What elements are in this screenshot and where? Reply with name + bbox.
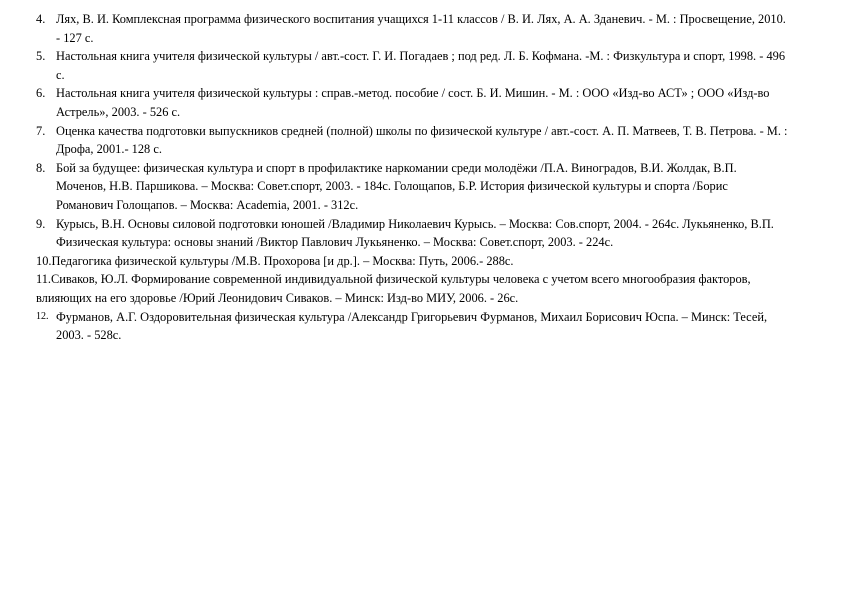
reference-number: 6.: [36, 86, 46, 101]
reference-item: [36, 10, 788, 47]
reference-text: Курысь, В.Н. Основы силовой подготовки юношей /Владимир Николаевич Курысь. – Москва: Сов.спорт, 2004. - 264с. Лукьяненко, В.П. Физическая культура: основы знаний /Виктор Павлович Лукьяненко. – Москва: Совет.спорт, 2003. - 224с.: [56, 216, 774, 250]
reference-item: [36, 84, 788, 121]
reference-item: [36, 47, 788, 84]
reference-list: [36, 10, 788, 345]
reference-number: 9.: [36, 216, 46, 231]
reference-number: 11.: [36, 272, 52, 287]
reference-item: [36, 122, 788, 159]
reference-text: Настольная книга учителя физической культуры / авт.-сост. Г. И. Погадаев ; под ред. Л. Б. Кофмана. -М. : Физкультура и спорт, 1998. - 496 с.: [56, 49, 786, 82]
reference-text: Сиваков, Ю.Л. Формирование современной индивидуальной физической культуры человека с учетом всего многообразия факторов, влияющих на его здоровье /Юрий Леонидович Сиваков. – Минск: Изд-во МИУ, 2006. - 26с.: [36, 272, 751, 305]
reference-item: [36, 252, 788, 271]
reference-number: 7.: [36, 123, 46, 138]
reference-item: [36, 270, 788, 307]
reference-item: [36, 308, 788, 345]
reference-number: 8.: [36, 160, 46, 175]
reference-text: Педагогика физической культуры /М.В. Прохорова [и др.]. – Москва: Путь, 2006.- 288с.: [51, 253, 514, 268]
reference-number: 4.: [36, 12, 46, 26]
reference-number: 10.: [36, 253, 52, 268]
reference-text: Бой за будущее: физическая культура и спорт в профилактике наркомании среди молодёжи /П.А. Виноградов, В.И. Жолдак, В.П. Моченов, Н.В. Паршикова. – Москва: Совет.спорт, 2003. - 184с. Голощапов, Б.Р. История физической культуры и спорта /Борис Романович Голощапов. – Москва: Academia, 2001. - 312с.: [56, 160, 737, 212]
reference-number: 12.: [36, 310, 49, 322]
reference-text: Настольная книга учителя физической культуры : справ.-метод. пособие / сост. Б. И. Мишин. - М. : ООО «Изд-во АСТ» ; ООО «Изд-во Астрель», 2003. - 526 с.: [56, 86, 770, 119]
reference-number: 5.: [36, 49, 46, 64]
reference-text: Лях, В. И. Комплексная программа физического воспитания учащихся 1-11 классов / В. И. Лях, А. А. Зданевич. - М. : Просвещение, 2010. - 127 с.: [56, 12, 786, 45]
reference-text: Оценка качества подготовки выпускников средней (полной) школы по физической культуре / авт.-сост. А. П. Матвеев, Т. В. Петрова. - М. : Дрофа, 2001.- 128 с.: [56, 123, 788, 157]
reference-item: [36, 215, 788, 252]
reference-text: Фурманов, А.Г. Оздоровительная физическая культура /Александр Григорьевич Фурманов, Михаил Борисович Юспа. – Минск: Тесей, 2003. - 528с.: [56, 309, 768, 343]
reference-item: [36, 159, 788, 215]
document-page: [36, 10, 788, 345]
